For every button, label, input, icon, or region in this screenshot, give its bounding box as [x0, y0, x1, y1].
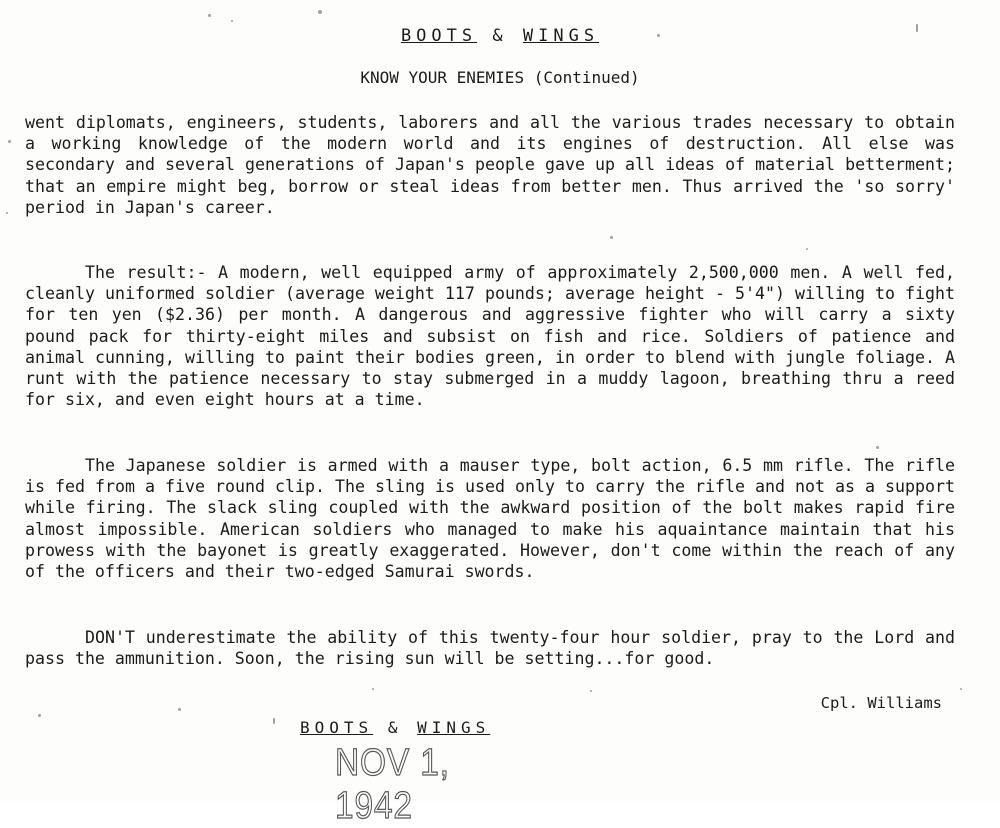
paragraph-4: DON'T underestimate the ability of this twenty-four hour soldier, pray to the Lord and pass the ammunition. Soon, the rising sun will be setting...for good.	[25, 628, 955, 669]
ink-speck	[806, 248, 808, 250]
footer-word-1: BOOTS	[300, 718, 374, 737]
ink-speck	[590, 690, 592, 692]
ink-speck	[208, 14, 211, 17]
ink-speck	[876, 446, 879, 449]
ink-speck	[38, 714, 41, 717]
ink-speck	[231, 20, 233, 22]
ink-speck	[318, 10, 322, 14]
footer-masthead	[300, 718, 600, 737]
ink-speck	[372, 688, 374, 690]
ink-speck	[178, 708, 181, 711]
date-stamp: NOV 1, 1942	[335, 742, 450, 827]
ink-speck	[6, 212, 8, 214]
paragraph-3: The Japanese soldier is armed with a mauser type, bolt action, 6.5 mm rifle. The rifle is fed from a five round clip. The sling is used only to carry the rifle and not as a support while firing. The slack sling coupled with the awkward position of the bolt makes rapid fire almost impossible. American soldiers who managed to make his aquaintance maintain that his prowess with the bayonet is greatly exaggerated. However, don't come within the reach of any of the officers and their two-edged Samurai swords.	[25, 456, 955, 582]
paragraph-1: went diplomats, engineers, students, laborers and all the various trades necessary to obtain a working knowledge of the modern world and its engines of destruction. All else was secondary and several generations of Japan's people gave up all ideas of material betterment; that an empire might beg, borrow or steal ideas from better men. Thus arrived the 'so sorry' period in Japan's career.	[25, 113, 955, 217]
masthead-title	[0, 26, 1000, 46]
masthead-word-1: BOOTS	[400, 26, 478, 46]
footer-ampersand: &	[387, 718, 403, 737]
ink-speck	[960, 688, 962, 690]
ink-speck	[610, 236, 613, 239]
author-signature: Cpl. Williams	[820, 694, 942, 712]
paragraph-2: The result:- A modern, well equipped army of approximately 2,500,000 men. A well fed, cleanly uniformed soldier (average weight 117 pounds; average height - 5'4") willing to fight for ten yen ($2.36) per month. A dangerous and aggressive fighter who will carry a sixty pound pack for thirty-eight miles and subsist on fish and rice. Soldiers of patience and animal cunning, willing to paint their bodies green, in order to blend with jungle foliage. A runt with the patience necessary to stay submerged in a muddy lagoon, breathing thru a reed for six, and even eight hours at a time.	[25, 263, 955, 410]
masthead-ampersand: &	[492, 26, 508, 46]
article-subtitle: KNOW YOUR ENEMIES (Continued)	[360, 68, 640, 87]
masthead-word-2: WINGS	[522, 26, 600, 46]
ink-speck	[273, 718, 275, 724]
ink-speck	[8, 140, 11, 143]
footer-word-2: WINGS	[417, 718, 491, 737]
